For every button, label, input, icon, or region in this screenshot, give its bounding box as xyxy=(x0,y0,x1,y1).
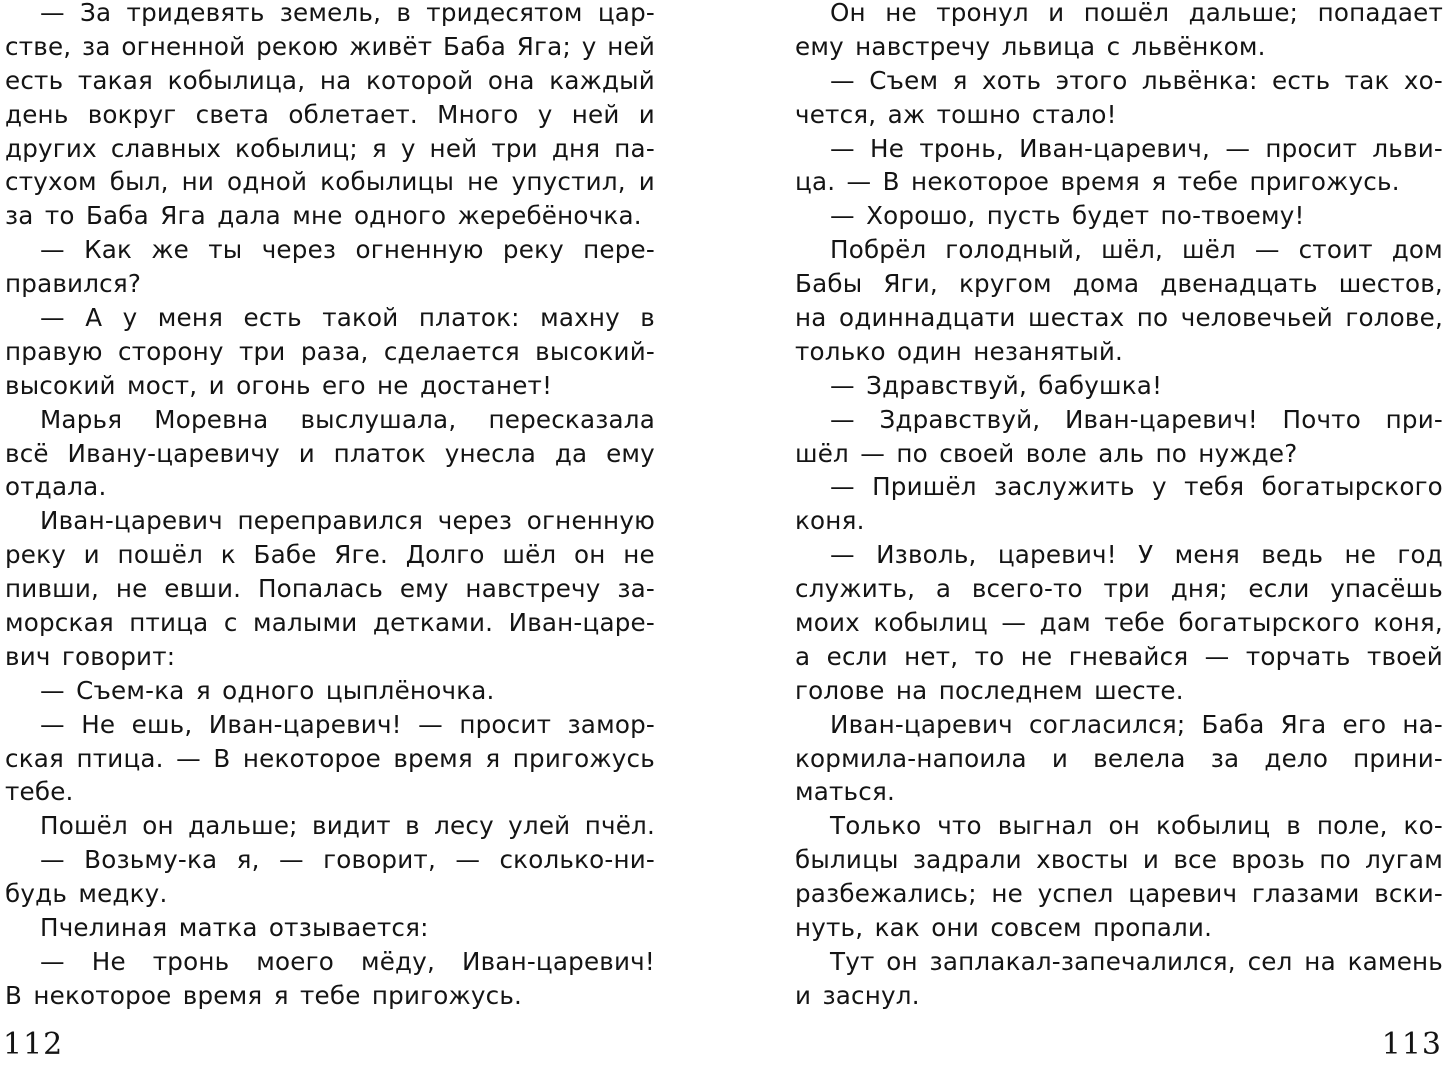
text-line: нуть, как они совсем пропали. xyxy=(795,913,1213,943)
text-line: правую сторону три раза, сделается высокий- xyxy=(5,336,655,366)
text-line: разбежались; не успел царевич глазами вски- xyxy=(795,879,1443,909)
text-line: высокий мост, и огонь его не достанет! xyxy=(5,370,553,400)
text-line: — Пришёл заслужить у тебя богатырского xyxy=(830,472,1443,502)
text-line: на одиннадцати шестах по человечьей голове, xyxy=(795,303,1443,333)
text-line: ему навстречу львица с львёнком. xyxy=(795,31,1266,61)
text-line: есть такая кобылица, на которой она каждый xyxy=(5,65,655,95)
text-line: Пчелиная матка отзывается: xyxy=(40,913,429,943)
text-line: отдала. xyxy=(5,472,107,502)
text-line: голове на последнем шесте. xyxy=(795,675,1184,705)
text-line: реку и пошёл к Бабе Яге. Долго шёл он не xyxy=(5,540,655,570)
text-line: стухом был, ни одной кобылицы не упустил, и xyxy=(5,167,655,197)
text-line: — За тридевять земель, в тридесятом цар- xyxy=(40,0,655,27)
text-line: ская птица. — В некоторое время я пригожусь xyxy=(5,743,655,773)
text-line: Марья Моревна выслушала, пересказала xyxy=(40,404,655,434)
left-page-number: 112 xyxy=(3,1027,64,1062)
text-line: Пошёл он дальше; видит в лесу улей пчёл. xyxy=(40,811,655,841)
text-line: коня. xyxy=(795,506,865,536)
text-line: — Съем я хоть этого львёнка: есть так хо- xyxy=(830,65,1443,95)
left-page xyxy=(5,0,655,1013)
text-line: Только что выгнал он кобылиц в поле, ко- xyxy=(830,811,1443,841)
text-line: правился? xyxy=(5,269,142,299)
text-line: — Изволь, царевич! У меня ведь не год xyxy=(830,540,1443,570)
text-line: былицы задрали хвосты и все врозь по лугам xyxy=(795,845,1443,875)
text-line: ца. — В некоторое время я тебе пригожусь. xyxy=(795,167,1400,197)
text-line: других славных кобылиц; я у ней три дня па- xyxy=(5,133,655,163)
right-page xyxy=(795,0,1443,1013)
text-line: морская птица с малыми детками. Иван-царе- xyxy=(5,608,655,638)
text-line: — Не ешь, Иван-царевич! — просит замор- xyxy=(40,709,655,739)
text-line: вич говорит: xyxy=(5,641,176,671)
text-line: Он не тронул и пошёл дальше; попадает xyxy=(830,0,1443,27)
text-line: Бабы Яги, кругом дома двенадцать шестов, xyxy=(795,269,1443,299)
text-line: — А у меня есть такой платок: махну в xyxy=(40,303,655,333)
text-line: — Здравствуй, бабушка! xyxy=(830,370,1163,400)
text-line: Иван-царевич переправился через огненную xyxy=(40,506,655,536)
text-line: Побрёл голодный, шёл, шёл — стоит дом xyxy=(830,235,1443,265)
text-line: — Возьму-ка я, — говорит, — сколько-ни- xyxy=(40,845,655,875)
text-line: чется, аж тошно стало! xyxy=(795,99,1117,129)
text-line: тебе. xyxy=(5,777,74,807)
text-line: — Здравствуй, Иван-царевич! Почто при- xyxy=(830,404,1443,434)
text-line: шёл — по своей воле аль по нужде? xyxy=(795,438,1298,468)
text-line: стве, за огненной рекою живёт Баба Яга; у ней xyxy=(5,31,655,61)
text-line: В некоторое время я тебе пригожусь. xyxy=(5,980,523,1010)
text-line: только один незанятый. xyxy=(795,336,1124,366)
text-line: за то Баба Яга дала мне одного жеребёночка. xyxy=(5,201,642,231)
text-line: — Как же ты через огненную реку пере- xyxy=(40,235,655,265)
text-line: будь медку. xyxy=(5,879,168,909)
text-line: пивши, не евши. Попалась ему навстречу за- xyxy=(5,574,655,604)
text-line: а если нет, то не гневайся — торчать твоей xyxy=(795,641,1443,671)
text-line: — Не тронь, Иван-царевич, — просит льви- xyxy=(830,133,1443,163)
right-page-number: 113 xyxy=(1381,1027,1442,1062)
text-line: и заснул. xyxy=(795,980,920,1010)
text-line: моих кобылиц — дам тебе богатырского коня, xyxy=(795,608,1443,638)
text-line: всё Ивану-царевичу и платок унесла да ему xyxy=(5,438,655,468)
text-line: служить, а всего-то три дня; если упасёшь xyxy=(795,574,1443,604)
text-line: Тут он заплакал-запечалился, сел на камень xyxy=(830,946,1443,976)
text-line: — Съем-ка я одного цыплёночка. xyxy=(40,675,495,705)
text-line: Иван-царевич согласился; Баба Яга его на- xyxy=(830,709,1443,739)
text-line: маться. xyxy=(795,777,895,807)
text-line: день вокруг света облетает. Много у ней и xyxy=(5,99,655,129)
text-line: — Не тронь моего мёду, Иван-царевич! xyxy=(40,946,655,976)
text-line: — Хорошо, пусть будет по-твоему! xyxy=(830,201,1305,231)
text-line: кормила-напоила и велела за дело прини- xyxy=(795,743,1443,773)
